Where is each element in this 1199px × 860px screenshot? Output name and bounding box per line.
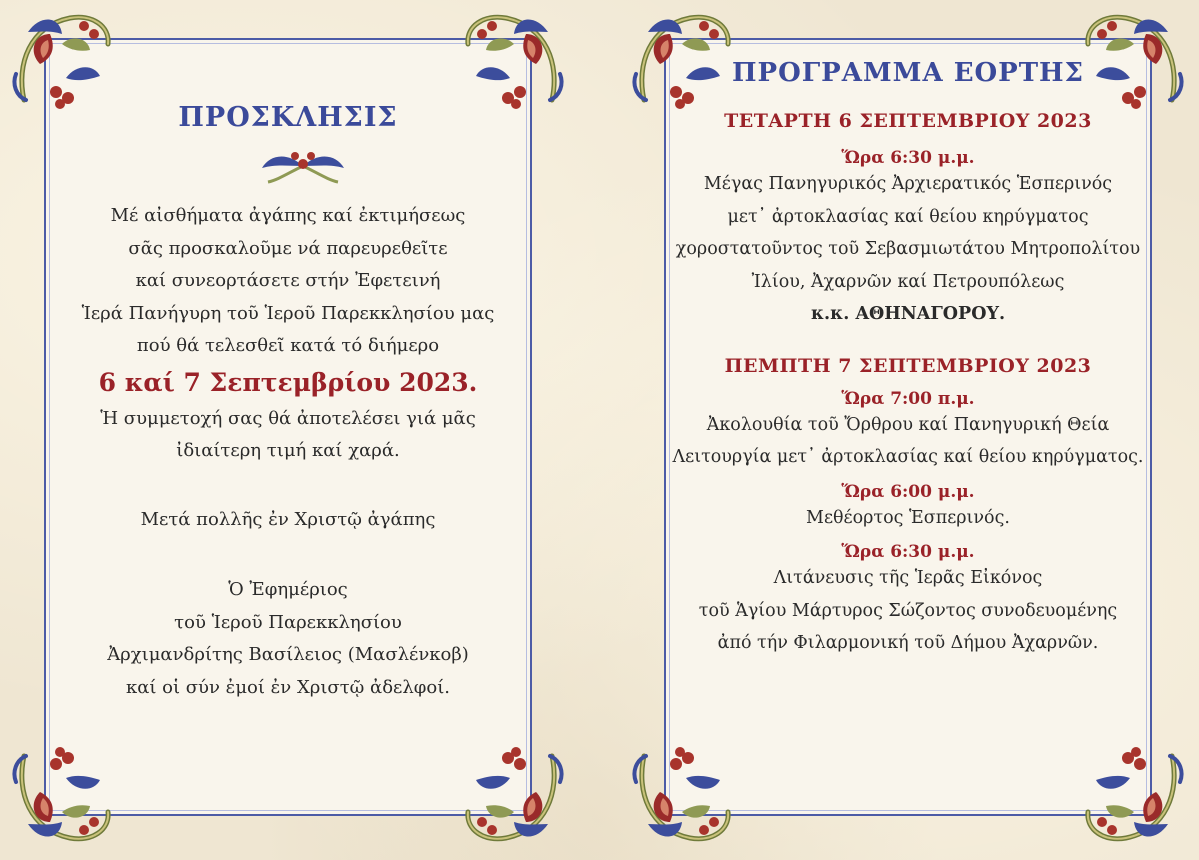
event-line: τοῦ Ἁγίου Μάρτυρος Σώζοντος συνοδευομένης	[698, 600, 1118, 621]
invitation-line: Μέ αἰσθήματα ἀγάπης καί ἐκτιμήσεως	[110, 205, 466, 226]
event-time: Ὥρα 7:00 π.μ.	[841, 388, 975, 409]
invitation-line: ἰδιαίτερη τιμή καί χαρά.	[176, 440, 400, 461]
event-time: Ὥρα 6:00 μ.μ.	[841, 481, 975, 502]
feast-dates: 6 καί 7 Σεπτεμβρίου 2023.	[98, 367, 478, 397]
day1-heading: ΤΕΤΑΡΤΗ 6 ΣΕΠΤΕΜΒΡΙΟΥ 2023	[724, 110, 1092, 132]
event-line: χοροστατοῦντος τοῦ Σεβασμιωτάτου Μητροπολίτου	[675, 239, 1141, 259]
invitation-line: σᾶς προσκαλοῦμε νά παρευρεθεῖτε	[128, 237, 448, 259]
event-time: Ὥρα 6:30 μ.μ.	[841, 148, 975, 168]
invitation-panel	[8, 0, 568, 860]
closing-greeting: Μετά πολλῆς ἐν Χριστῷ ἀγάπης	[140, 508, 436, 530]
floral-corner-ornament-icon	[456, 4, 566, 114]
event-line: Μέγας Πανηγυρικός Ἀρχιερατικός Ἑσπερινός	[703, 174, 1113, 194]
event-line: Λιτάνευσις τῆς Ἱερᾶς Εἰκόνος	[773, 568, 1043, 588]
event-line: ἀπό τήν Φιλαρμονική τοῦ Δήμου Ἀχαρνῶν.	[717, 633, 1099, 653]
signature-line: τοῦ Ἱεροῦ Παρεκκλησίου	[174, 611, 402, 633]
invitation-line: καί συνεορτάσετε στήν Ἐφετεινή	[135, 270, 441, 291]
floral-corner-ornament-icon	[630, 742, 740, 852]
day2-heading: ΠΕΜΠΤΗ 7 ΣΕΠΤΕΜΒΡΙΟΥ 2023	[724, 354, 1092, 377]
floral-corner-ornament-icon	[10, 742, 120, 852]
signature-line: Ἀρχιμανδρίτης Βασίλειος (Μασλένκοβ)	[107, 644, 469, 665]
floral-corner-ornament-icon	[456, 742, 566, 852]
program-body	[664, 110, 1152, 660]
invitation-line: Ἱερά Πανήγυρη τοῦ Ἱεροῦ Παρεκκλησίου μας	[81, 302, 495, 324]
invitation-title: ΠΡΟΣΚΛΗΣΙΣ	[178, 102, 398, 133]
program-panel	[628, 0, 1188, 860]
metropolitan-name: κ.κ. ΑΘΗΝΑΓΟΡΟΥ.	[810, 304, 1006, 324]
program-title: ΠΡΟΓΡΑΜΜΑ ΕΟΡΤΗΣ	[731, 58, 1085, 88]
event-time: Ὥρα 6:30 μ.μ.	[841, 542, 975, 562]
event-line: μετ᾽ ἀρτοκλασίας καί θείου κηρύγματος	[727, 206, 1089, 227]
floral-corner-ornament-icon	[1076, 742, 1186, 852]
event-line: Μεθέορτος Ἑσπερινός.	[806, 507, 1010, 528]
event-line: Ἀκολουθία τοῦ Ὄρθρου καί Πανηγυρική Θεία	[706, 414, 1110, 435]
invitation-body	[44, 200, 532, 704]
floral-corner-ornament-icon	[10, 4, 120, 114]
signature-line: καί οἱ σύν ἐμοί ἐν Χριστῷ ἀδελφοί.	[125, 676, 451, 698]
invitation-line: πού θά τελεσθεῖ κατά τό διήμερο	[136, 335, 440, 356]
invitation-line: Ἡ συμμετοχή σας θά ἀποτελέσει γιά μᾶς	[100, 407, 476, 429]
floral-divider-icon	[258, 146, 348, 186]
event-line: Ἰλίου, Ἀχαρνῶν καί Πετρουπόλεως	[751, 271, 1065, 292]
signature-line: Ὁ Ἐφημέριος	[228, 579, 348, 600]
event-line: Λειτουργία μετ᾽ ἀρτοκλασίας καί θείου κηρύγματος.	[672, 447, 1144, 467]
